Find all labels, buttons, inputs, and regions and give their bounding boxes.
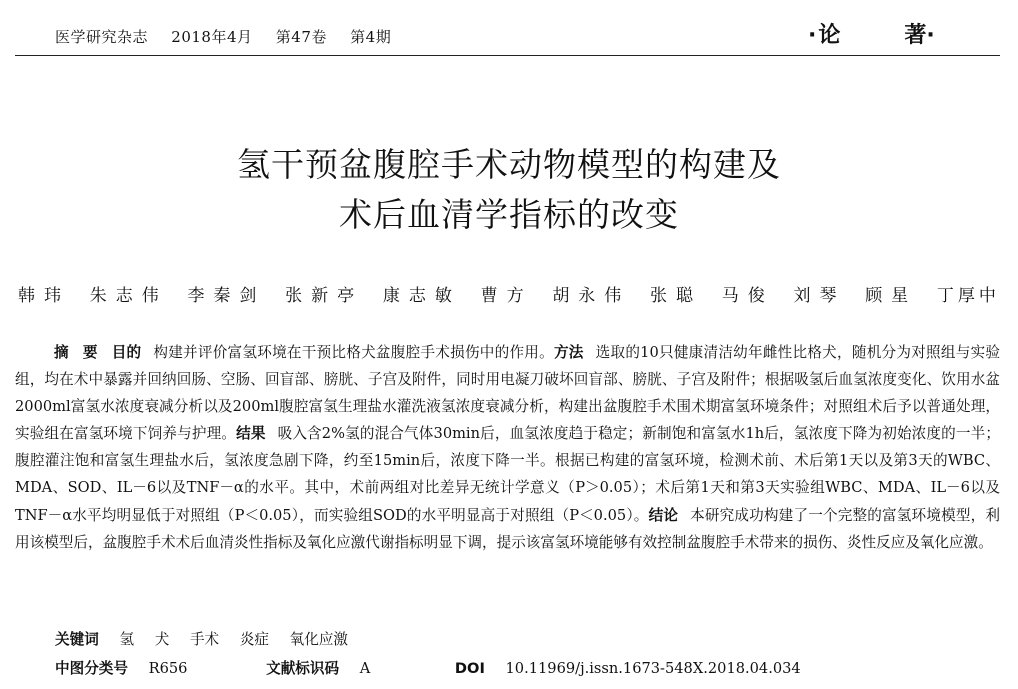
title-line-1: 氢干预盆腹腔手术动物模型的构建及: [237, 145, 781, 184]
keyword: 氢: [119, 631, 135, 648]
doi-label: DOI: [454, 660, 485, 677]
section-label: [808, 18, 935, 49]
keyword: 炎症: [239, 631, 269, 648]
abstract: [15, 339, 1000, 556]
doi-value: 10.11969/j.issn.1673-548X.2018.04.034: [505, 660, 801, 677]
abstract-label: 摘要: [54, 344, 112, 361]
author: 朱志伟: [89, 286, 168, 306]
page-header: [0, 0, 1018, 58]
journal-info: [55, 26, 391, 47]
objective-text: 构建并评价富氢环境在干预比格犬盆腹腔手术损伤中的作用。: [153, 344, 554, 361]
keyword: 犬: [154, 631, 170, 648]
methods-label: 方法: [553, 344, 584, 361]
clc-value: R656: [148, 660, 188, 677]
results-text: 吸入含2%氢的混合气体30min后，血氢浓度趋于稳定；新制饱和富氢水1h后，氢浓度下降为初始浓度的一半；腹腔灌注饱和富氢生理盐水后，氢浓度急剧下降，约至15min后，浓度下降一半。根据已构建的富氢环境，检测术前、术后第1天以及第3天的WBC、MDA、SOD、IL－6以及TNF－α的水平。其中，术前两组对比差异无统计学意义（P＞0.05）；术后第1天和第3天实验组WBC、MDA、IL－6以及TNF－α水平均明显低于对照组（P＜0.05），而实验组SOD的水平明显高于对照组（P＜0.05）。: [15, 425, 1000, 524]
conclusion-label: 结论: [648, 506, 679, 524]
author: 李秦剑: [187, 286, 266, 306]
doc-code-value: A: [359, 660, 371, 677]
section-dot-left: ·: [808, 23, 817, 48]
author: 曹方: [480, 286, 533, 306]
author: 马俊: [721, 286, 774, 306]
article-title: [0, 140, 1018, 240]
journal-date: 2018年4月: [171, 28, 253, 46]
journal-issue: 第4期: [350, 28, 392, 46]
methods-text: 选取的10只健康清洁幼年雌性比格犬，随机分为对照组与实验组，均在术中暴露并回纳回肠、空肠、回盲部、膀胱、子宫及附件，同时用电凝刀破坏回盲部、膀胱、子宫及附件；根据吸氢后血氢浓度变化、饮用水盆2000ml富氢水浓度衰减分析以及200ml腹腔富氢生理盐水灌洗液氢浓度衰减分析，构建出盆腹腔手术围术期富氢环境条件；对照组术后予以普通处理，实验组在富氢环境下饲养与护理。: [15, 344, 1000, 443]
title-line-2: 术后血清学指标的改变: [339, 195, 679, 234]
author: 韩玮: [18, 286, 70, 306]
objective-label: 目的: [111, 344, 142, 361]
journal-name: 医学研究杂志: [55, 28, 149, 46]
author: 丁厚中: [936, 286, 1000, 306]
author: 刘琴: [793, 286, 846, 306]
author: 顾星: [865, 286, 918, 306]
journal-volume: 第47卷: [275, 28, 327, 46]
author: 张聪: [650, 286, 703, 306]
header-rule: [15, 55, 1000, 56]
conclusion-text: 本研究成功构建了一个完整的富氢环境模型，利用该模型后，盆腹腔手术术后血清炎性指标及氧化应激代谢指标明显下调，提示该富氢环境能够有效控制盆腹腔手术带来的损伤、炎性反应及氧化应激。: [15, 506, 1000, 551]
doc-code-label: 文献标识码: [266, 660, 340, 677]
keyword: 氧化应激: [289, 631, 349, 648]
keywords-row: [55, 628, 348, 649]
author-list: [18, 281, 1000, 306]
clc-label: 中图分类号: [55, 660, 128, 677]
section-dot-right: ·: [926, 23, 935, 48]
classification-row: [55, 657, 801, 678]
section-char-2: 著: [904, 23, 927, 48]
keyword: 手术: [189, 631, 220, 648]
section-char-1: 论: [818, 23, 841, 48]
author: 康志敏: [382, 286, 461, 306]
author: 胡永伟: [552, 286, 631, 306]
results-label: 结果: [236, 425, 266, 443]
author: 张新亭: [285, 286, 364, 306]
keywords-label: 关键词: [55, 631, 99, 648]
